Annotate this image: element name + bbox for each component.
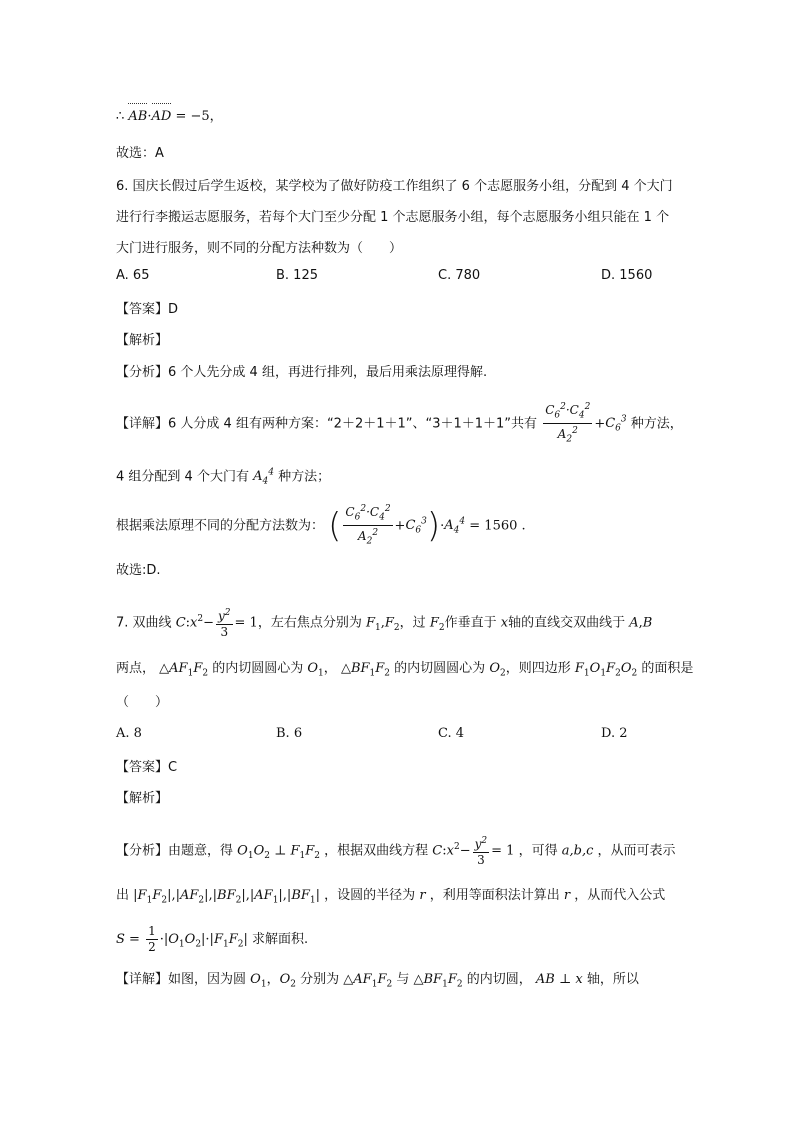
q7-fenxi-line3: S = $\frac{1}{2}$ $\cdot|O_1O_2|\cdot|F_1F_2|$ 求解面积. [116, 924, 309, 954]
fenxi2-b: ，设圆的半径为 [324, 888, 416, 903]
fenxi2-c: ，利用等面积法计算出 [429, 888, 560, 903]
q7-number: 7. 双曲线 [116, 615, 172, 631]
q6-option-b: B. 125 [276, 268, 318, 283]
q7-text2-f: 的面积是 [641, 661, 694, 676]
assign-text: 4 组分配到 4 个大门有 [116, 469, 249, 485]
q6-fenxi: 【分析】6 个人先分成 4 组，再进行排列，最后用乘法原理得解. [116, 365, 488, 380]
q6-option-d: D. 1560 [601, 268, 653, 283]
q7-fenxi-line1: 【分析】由题意，得 $O_1O_2$ ⊥ $F_1F_2$ ，根据双曲线方程 $C:x^2-$ $\frac{y^2}{3}$ = 1 ，可得 a,b,c ，从而可表示 [116, 835, 676, 867]
combination-fraction: $\frac{C_6^2\cdot C_4^2}{A_2^2}$ [545, 402, 591, 445]
punct: ， [209, 109, 223, 124]
q6-answer: 【答案】D [116, 302, 179, 317]
xiangjie-tail: 种方法， [630, 416, 683, 432]
q7-option-b: B. 6 [276, 726, 303, 741]
fenxi-c: ，可得 [518, 843, 558, 859]
q7-option-a: A. 8 [116, 726, 142, 741]
q6-option-c: C. 780 [438, 268, 481, 283]
therefore-symbol: ∴ [116, 109, 125, 124]
q5-result-line: ∴ AB·AD = −5， [116, 106, 223, 128]
q7-text2-e: ，则四边形 [505, 661, 571, 676]
fenxi2-d: ，从而代入公式 [574, 888, 666, 903]
q7-xiangjie-line1: 【详解】如图，因为圆 $O_1$，$O_2$ 分别为 $\triangle AF_1F_2$ 与 $\triangle BF_1F_2$ 的内切圆， AB ⊥ x 轴，所以 [116, 972, 639, 990]
q6-assign-line: 4 组分配到 4 个大门有 $A_4^4$ 种方法； [116, 468, 331, 487]
q7-stem-line1: 7. 双曲线 $C:x^2-$ $\frac{y^2}{3}$ = 1，左右焦点分别为 $F_1,F_2$，过 $F_2$作垂直于 x轴的直线交双曲线于 A,B [116, 607, 653, 639]
xiangjie7-e: 轴，所以 [586, 972, 639, 987]
q7-text2-b: 的内切圆圆心为 [212, 661, 304, 676]
q7-option-d: D. 2 [601, 726, 628, 741]
q7-answer: 【答案】C [116, 760, 178, 775]
xiangjie7-b: 分别为 [300, 972, 340, 987]
q5-conclusion: 故选：A [116, 146, 164, 161]
q6-conclusion: 故选:D. [116, 563, 161, 578]
q7-text-c: ，过 [399, 615, 426, 631]
q6-xiangjie: 【详解】6 人分成 4 组有两种方案：“2＋2＋1＋1”、“3＋1＋1＋1”共有 $\frac{C_6^2\cdot C_4^2}{A_2^2}$ $+C_6^3$ 种方法， [116, 400, 683, 448]
q7-text-b: ，左右焦点分别为 [257, 615, 362, 631]
fenxi-d: ，从而可表示 [597, 843, 676, 859]
q6-option-a: A. 65 [116, 268, 150, 283]
q7-stem-line3: （ ） [116, 695, 169, 710]
fenxi-b: ，根据双曲线方程 [324, 843, 429, 859]
q6-stem-line1: 6. 国庆长假过后学生返校，某学校为了做好防疫工作组织了 6 个志愿服务小组，分配到 4 个大门 [116, 179, 673, 194]
total-result: = 1560 . [469, 518, 526, 534]
total-text: 根据乘法原理不同的分配方法数为： [116, 518, 325, 534]
q7-analysis-label: 【解析】 [116, 791, 169, 806]
vector-ad: AD [152, 106, 172, 128]
q7-text2-d: 的内切圆圆心为 [394, 661, 486, 676]
xiangjie7-a: 【详解】如图，因为圆 [116, 972, 247, 987]
q6-stem-line2: 进行行李搬运志愿服务，若每个大门至少分配 1 个志愿服务小组，每个志愿服务小组只能在 1 个 [116, 210, 670, 225]
fenxi-a: 【分析】由题意，得 [116, 843, 234, 859]
q6-total-line: 根据乘法原理不同的分配方法数为： ( $\frac{C_6^2\cdot C_4^2}{A_2^2}$ $+C_6^3)\cdot A_4^4 = 1560$ . [116, 503, 526, 547]
dot-product-value: = −5 [175, 109, 210, 124]
q7-text2-c: ， [323, 661, 337, 676]
q7-stem-line2: 两点， $\triangle AF_1F_2$ 的内切圆圆心为 $O_1$， $\triangle BF_1F_2$ 的内切圆圆心为 $O_2$，则四边形 $F_1O_1F_2O_2$ 的面积是 [116, 661, 694, 679]
xiangjie-text: 【详解】6 人分成 4 组有两种方案：“2＋2＋1＋1”、“3＋1＋1＋1”共有 [116, 416, 538, 432]
xiangjie7-d: 的内切圆， [466, 972, 532, 987]
q6-stem-line3: 大门进行服务，则不同的分配方法种数为（ ） [116, 241, 403, 256]
q7-text-e: 轴的直线交双曲线于 [508, 615, 626, 631]
vector-ab: AB [128, 106, 147, 128]
assign-tail: 种方法； [278, 469, 331, 485]
fenxi2-a: 出 [116, 888, 130, 903]
q7-option-c: C. 4 [438, 726, 465, 741]
q7-fenxi-line2: 出 $|F_1F_2|,|AF_2|,|BF_2|,|AF_1|,|BF_1|$ ，设圆的半径为 r ，利用等面积法计算出 r ，从而代入公式 [116, 888, 666, 906]
fenxi3-b: 求解面积. [252, 932, 309, 947]
q6-analysis-label: 【解析】 [116, 333, 169, 348]
xiangjie7-c: 与 [396, 972, 410, 987]
q7-text2-a: 两点， [116, 661, 156, 676]
q7-text-d: 作垂直于 [444, 615, 497, 631]
